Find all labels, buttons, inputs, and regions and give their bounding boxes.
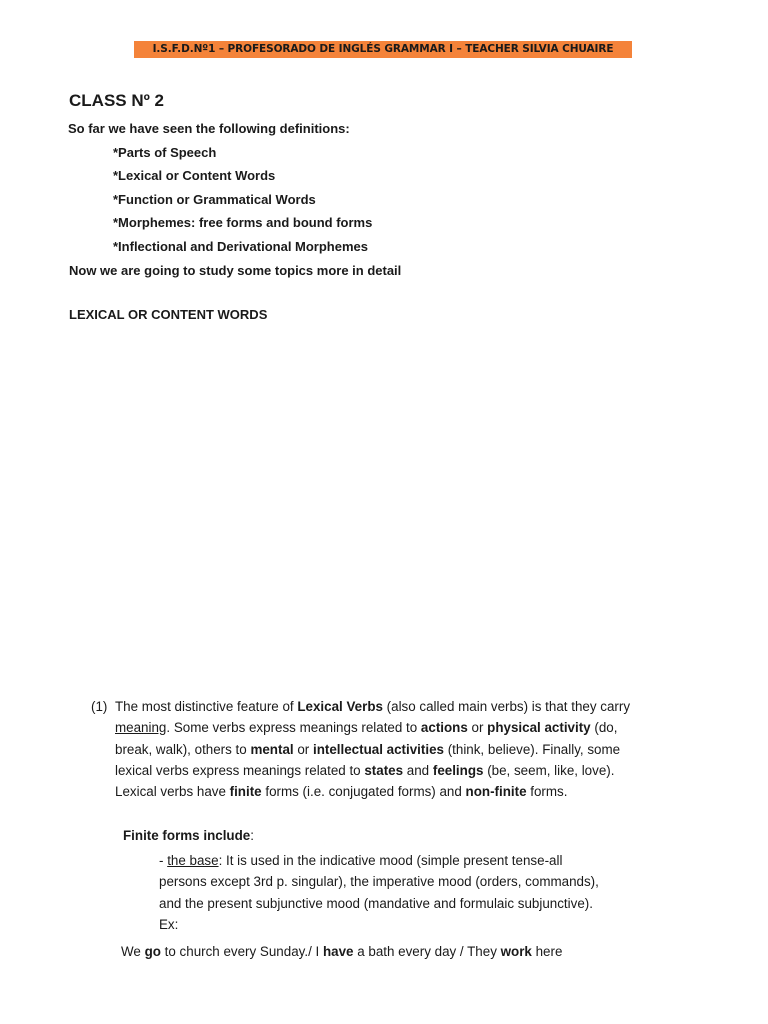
text: (do, <box>590 720 618 736</box>
text: (think, believe). Finally, some <box>443 741 621 757</box>
definition-item: *Function or Grammatical Words <box>113 192 316 207</box>
text: a bath every day / They <box>353 944 501 959</box>
definition-item: *Parts of Speech <box>113 145 217 160</box>
example-verb: have <box>322 944 354 959</box>
definition-item: *Inflectional and Derivational Morphemes <box>113 239 368 254</box>
text: or <box>467 720 488 736</box>
paragraph-body <box>115 696 703 802</box>
example-verb: go <box>144 944 161 959</box>
text: persons except 3rd p. singular), the imperative mood (orders, commands), <box>159 874 599 890</box>
text: here <box>531 944 563 959</box>
emphasis: non-finite <box>465 784 527 800</box>
example-verb: work <box>500 944 532 959</box>
definition-item: *Lexical or Content Words <box>113 168 276 183</box>
text: forms. <box>526 784 568 800</box>
text: Lexical verbs have <box>115 784 230 800</box>
text: to church every Sunday./ I <box>160 944 323 959</box>
text: The most distinctive feature of <box>115 699 298 714</box>
underlined-term: meaning <box>115 720 167 736</box>
emphasis: mental <box>250 741 294 757</box>
text: or <box>293 741 313 757</box>
text: (be, seem, like, love). <box>483 762 615 778</box>
text: break, walk), others to <box>115 741 251 757</box>
text: - <box>159 853 168 868</box>
paragraph-number: (1) <box>91 699 108 714</box>
emphasis: physical activity <box>487 720 591 736</box>
text: . Some verbs express meanings related to <box>166 720 421 736</box>
emphasis: Lexical Verbs <box>297 699 383 714</box>
emphasis: states <box>364 762 404 778</box>
text: and the present subjunctive mood (mandative and formulaic subjunctive). <box>159 895 593 911</box>
outro-text: Now we are going to study some topics more in detail <box>69 263 402 278</box>
text: and <box>403 762 433 778</box>
paragraph-lexical-verbs <box>91 696 703 802</box>
text: Ex: <box>159 916 179 932</box>
text: lexical verbs express meanings related to <box>115 762 365 778</box>
section-heading <box>69 307 267 322</box>
emphasis: intellectual activities <box>312 741 444 757</box>
text: We <box>121 944 145 959</box>
example-sentence <box>121 944 562 959</box>
document-header-banner: I.S.F.D.Nº1 – PROFESORADO DE INGLÉS GRAMMAR I – TEACHER SILVIA CHUAIRE <box>134 41 632 58</box>
text: : <box>250 828 254 843</box>
underlined-term: the base <box>167 853 219 868</box>
emphasis: finite <box>229 784 262 800</box>
finite-forms-heading <box>123 828 254 843</box>
text: (also called main verbs) is that they carry <box>382 699 631 714</box>
class-title: CLASS Nº 2 <box>69 91 165 110</box>
section-title: LEXICAL OR CONTENT WORDS <box>69 307 268 322</box>
emphasis: feelings <box>432 762 484 778</box>
base-description <box>159 850 699 935</box>
text: : It is used in the indicative mood (simple present tense-all <box>218 853 563 868</box>
text: forms (i.e. conjugated forms) and <box>261 784 466 800</box>
finite-forms-label: Finite forms include <box>123 828 251 843</box>
emphasis: actions <box>420 720 468 736</box>
intro-text: So far we have seen the following definitions: <box>68 121 350 136</box>
definition-item: *Morphemes: free forms and bound forms <box>113 215 373 230</box>
